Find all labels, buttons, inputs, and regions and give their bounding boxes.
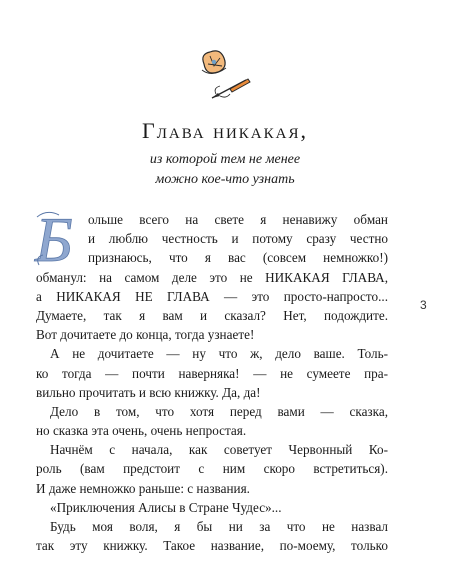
text-line: Дело в том, что хотя перед вами — сказка, (50, 403, 388, 419)
text-line: но сказка эта очень, очень непростая. (36, 423, 247, 439)
page-number: 3 (420, 298, 427, 312)
text-line: Думаете, так я вам и сказал? Нет, подождите. (36, 307, 388, 323)
dropcap-glyph: Б (35, 207, 73, 269)
text-line: вильно прочитать и всю книжку. Да, да! (36, 384, 261, 400)
chapter-subtitle (0, 150, 450, 190)
chapter-title: Глава никакая, (142, 118, 308, 143)
text-line: ольше всего на свете я ненавижу обман (88, 212, 388, 227)
text-line: И даже немножко раньше: с названия. (36, 480, 250, 496)
text-line: ко тогда — почти наверняка! — не сумеете пра- (36, 365, 388, 381)
subtitle-line: из которой тем не менее (149, 152, 301, 167)
text-line: признаюсь, что я вас (совсем немножко!) (88, 250, 388, 266)
body-text (36, 210, 388, 555)
text-line: «Приключения Алисы в Стране Чудес»... (50, 499, 282, 515)
text-line: Начнём с начала, как советует Червонный Ко- (50, 442, 388, 458)
quill-pen-vignette (190, 44, 260, 106)
text-line: и люблю честность и потому сразу честно (88, 231, 388, 247)
subtitle-line: можно кое-что узнать (155, 172, 295, 187)
text-line: роль (вам предстоит с ним скоро встретиться). (36, 461, 388, 477)
text-line: обманул: на самом деле это не НИКАКАЯ ГЛАВА, (36, 269, 388, 285)
text-line: так эту книжку. Такое название, по-моему, только (36, 538, 388, 554)
text-line: а НИКАКАЯ НЕ ГЛАВА — это просто-напросто... (36, 288, 388, 304)
text-line: Будь моя воля, я бы ни за что не назвал (50, 519, 388, 534)
text-line: А не дочитаете — ну что ж, дело ваше. Толь- (50, 346, 388, 362)
text-line: Вот дочитаете до конца, тогда узнаете! (36, 327, 255, 343)
